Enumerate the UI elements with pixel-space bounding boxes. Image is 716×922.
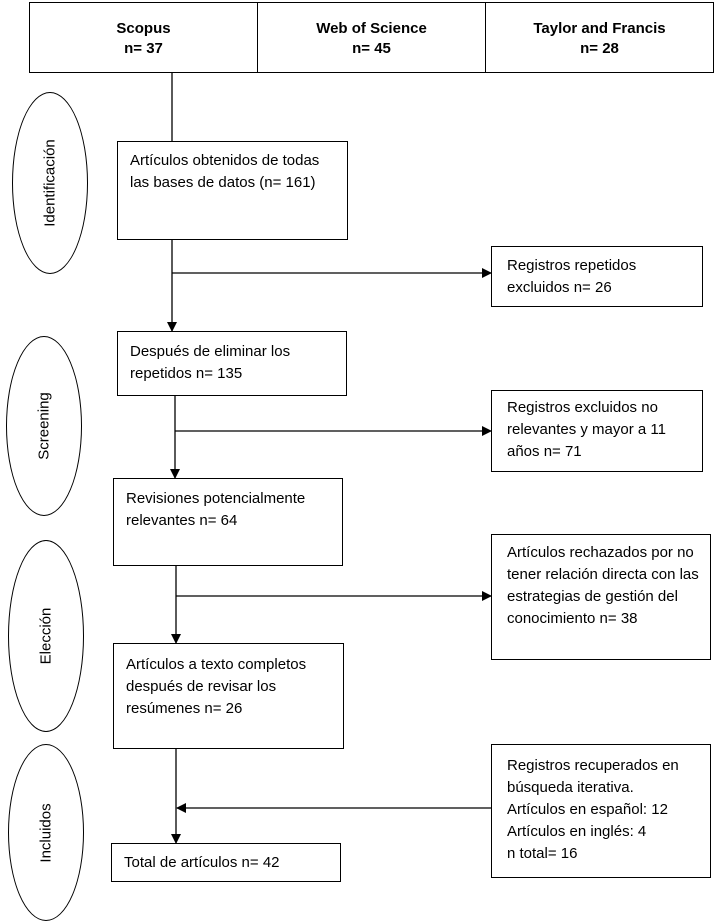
source-name: Web of Science	[316, 20, 427, 37]
phase-label: Incluidos	[37, 802, 55, 863]
recuperados-line: n total= 16	[507, 845, 578, 862]
phase-identificacion	[12, 92, 88, 274]
box-registros-repetidos: Registros repetidos excluidos n= 26	[491, 246, 703, 307]
phase-eleccion	[8, 540, 84, 732]
source-name: Scopus	[116, 20, 171, 37]
source-count: n= 28	[580, 40, 619, 57]
box-articulos-obtenidos: Artículos obtenidos de todas las bases de datos (n= 161)	[117, 141, 348, 240]
box-revisiones-potenciales: Revisiones potencialmente relevantes n= 64	[113, 478, 343, 566]
phase-incluidos	[8, 744, 84, 921]
source-name: Taylor and Francis	[533, 20, 666, 37]
box-registros-recuperados	[491, 744, 711, 878]
phase-screening	[6, 336, 82, 516]
box-registros-no-relevantes: Registros excluidos no relevantes y mayor a 11 años n= 71	[491, 390, 703, 472]
recuperados-line: Artículos en español: 12	[507, 801, 668, 818]
box-total-articulos: Total de artículos n= 42	[111, 843, 341, 882]
box-articulos-texto-completo: Artículos a texto completos después de revisar los resúmenes n= 26	[113, 643, 344, 749]
phase-label: Screening	[35, 392, 53, 460]
source-taylor-and-francis	[485, 2, 714, 73]
phase-label: Elección	[37, 607, 55, 665]
source-count: n= 37	[124, 40, 163, 57]
source-scopus	[29, 2, 258, 73]
box-despues-eliminar-repetidos: Después de eliminar los repetidos n= 135	[117, 331, 347, 396]
recuperados-line: Registros recuperados en búsqueda iterativa.	[507, 757, 679, 796]
phase-label: Identificación	[41, 139, 59, 227]
source-web-of-science	[257, 2, 486, 73]
box-articulos-rechazados: Artículos rechazados por no tener relación directa con las estrategias de gestión del conocimiento n= 38	[491, 534, 711, 660]
source-count: n= 45	[352, 40, 391, 57]
recuperados-line: Artículos en inglés: 4	[507, 823, 647, 840]
